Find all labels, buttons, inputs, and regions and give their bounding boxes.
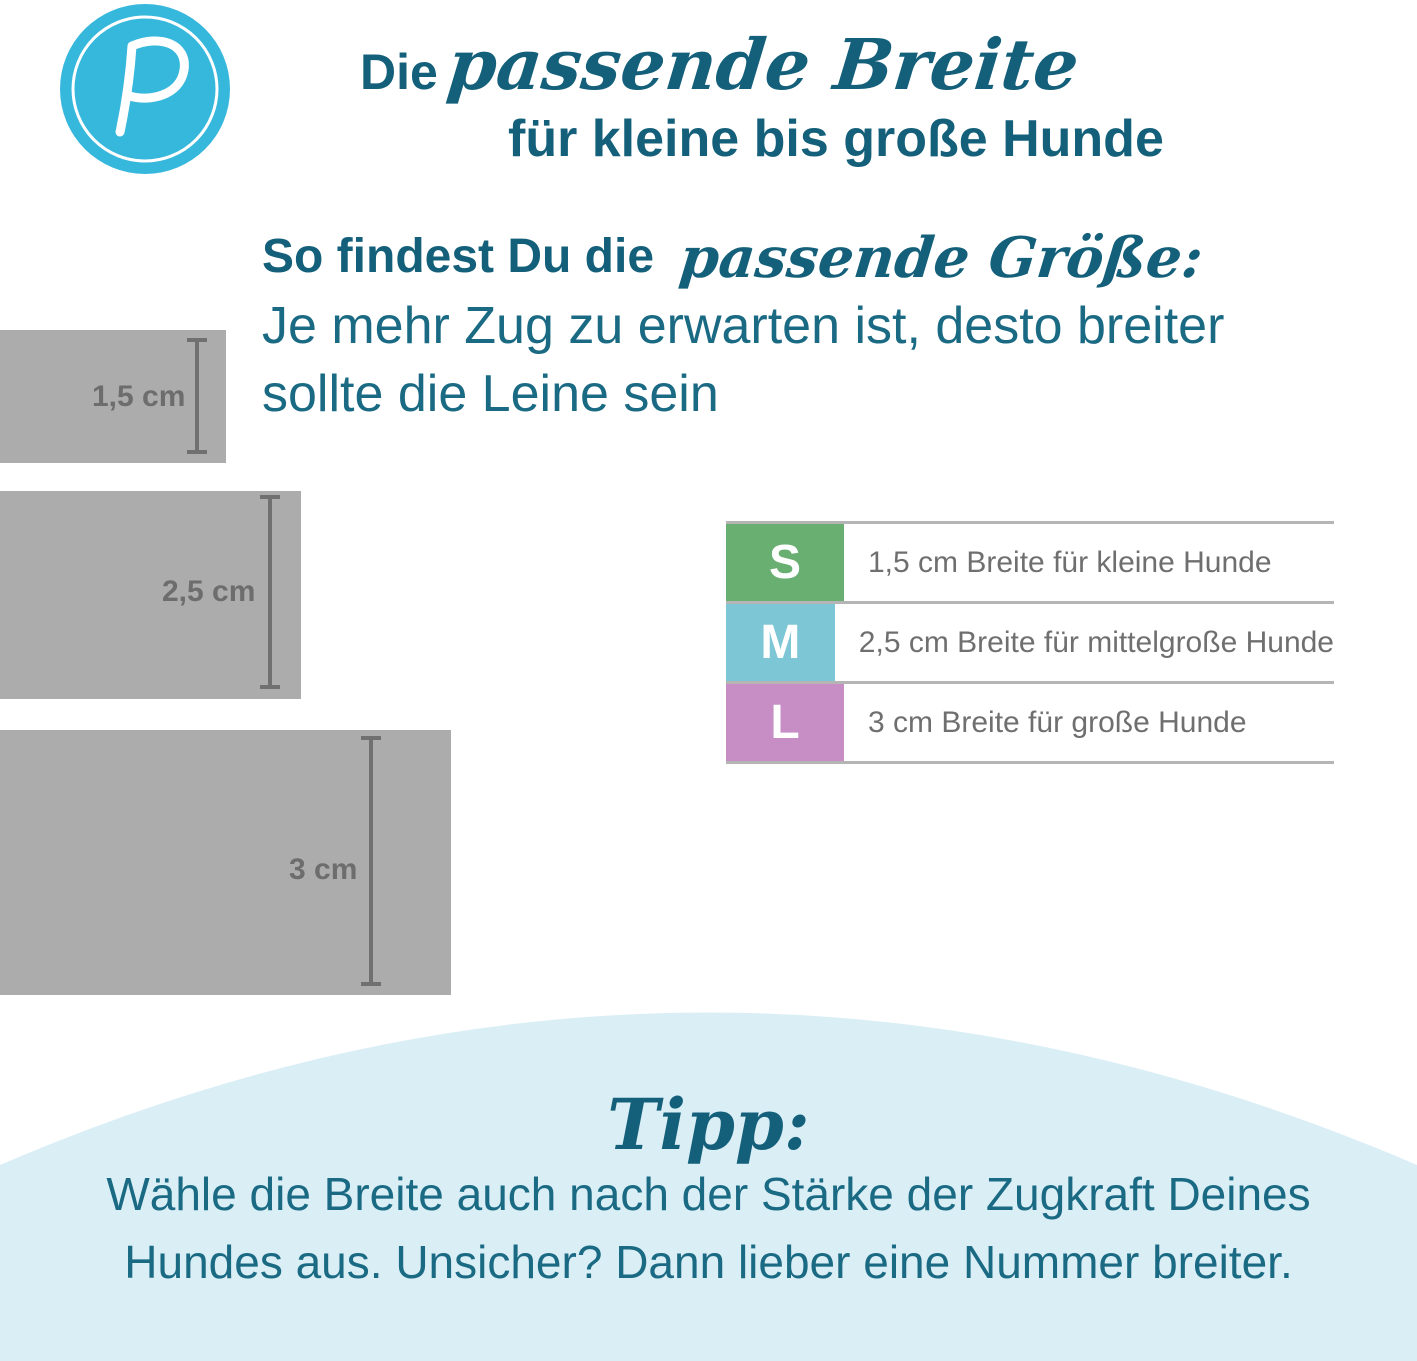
size-description-m: 2,5 cm Breite für mittelgroße Hunde bbox=[858, 625, 1334, 659]
size-table bbox=[726, 521, 1334, 764]
strap-label-small: 1,5 cm bbox=[92, 380, 186, 413]
guide-heading-script: passende Größe: bbox=[676, 225, 1207, 291]
tip-line-2: Hundes aus. Unsicher? Dann lieber eine Nummer breiter. bbox=[124, 1236, 1293, 1288]
guide-heading: So findest Du die bbox=[262, 230, 655, 283]
measure-bracket-icon bbox=[0, 491, 301, 699]
measure-bracket-icon bbox=[0, 330, 226, 463]
size-row-l bbox=[726, 681, 1334, 764]
headline-script: passende Breite bbox=[443, 23, 1083, 106]
logo-p-icon bbox=[60, 4, 230, 174]
strap-sample-small bbox=[0, 330, 226, 463]
strap-label-medium: 2,5 cm bbox=[162, 575, 256, 608]
size-letter-l: L bbox=[726, 684, 844, 761]
measure-bracket-icon bbox=[0, 730, 451, 995]
brand-logo bbox=[60, 4, 230, 174]
size-row-s bbox=[726, 521, 1334, 601]
strap-sample-large bbox=[0, 730, 451, 995]
size-row-m bbox=[726, 601, 1334, 681]
headline-prefix: Die bbox=[360, 44, 438, 100]
guide-line-2: sollte die Leine sein bbox=[262, 365, 719, 423]
tip-line-1: Wähle die Breite auch nach der Stärke der Zugkraft Deines bbox=[106, 1168, 1311, 1220]
size-letter-m: M bbox=[726, 604, 835, 681]
size-description-l: 3 cm Breite für große Hunde bbox=[868, 705, 1247, 739]
size-letter-s: S bbox=[726, 524, 844, 601]
size-description-s: 1,5 cm Breite für kleine Hunde bbox=[868, 545, 1272, 579]
strap-sample-medium bbox=[0, 491, 301, 699]
strap-label-large: 3 cm bbox=[289, 853, 358, 886]
tip-title: Tipp: bbox=[607, 1083, 810, 1166]
guide-line-1: Je mehr Zug zu erwarten ist, desto breiter bbox=[262, 297, 1225, 355]
headline-line-2: für kleine bis große Hunde bbox=[508, 110, 1164, 168]
